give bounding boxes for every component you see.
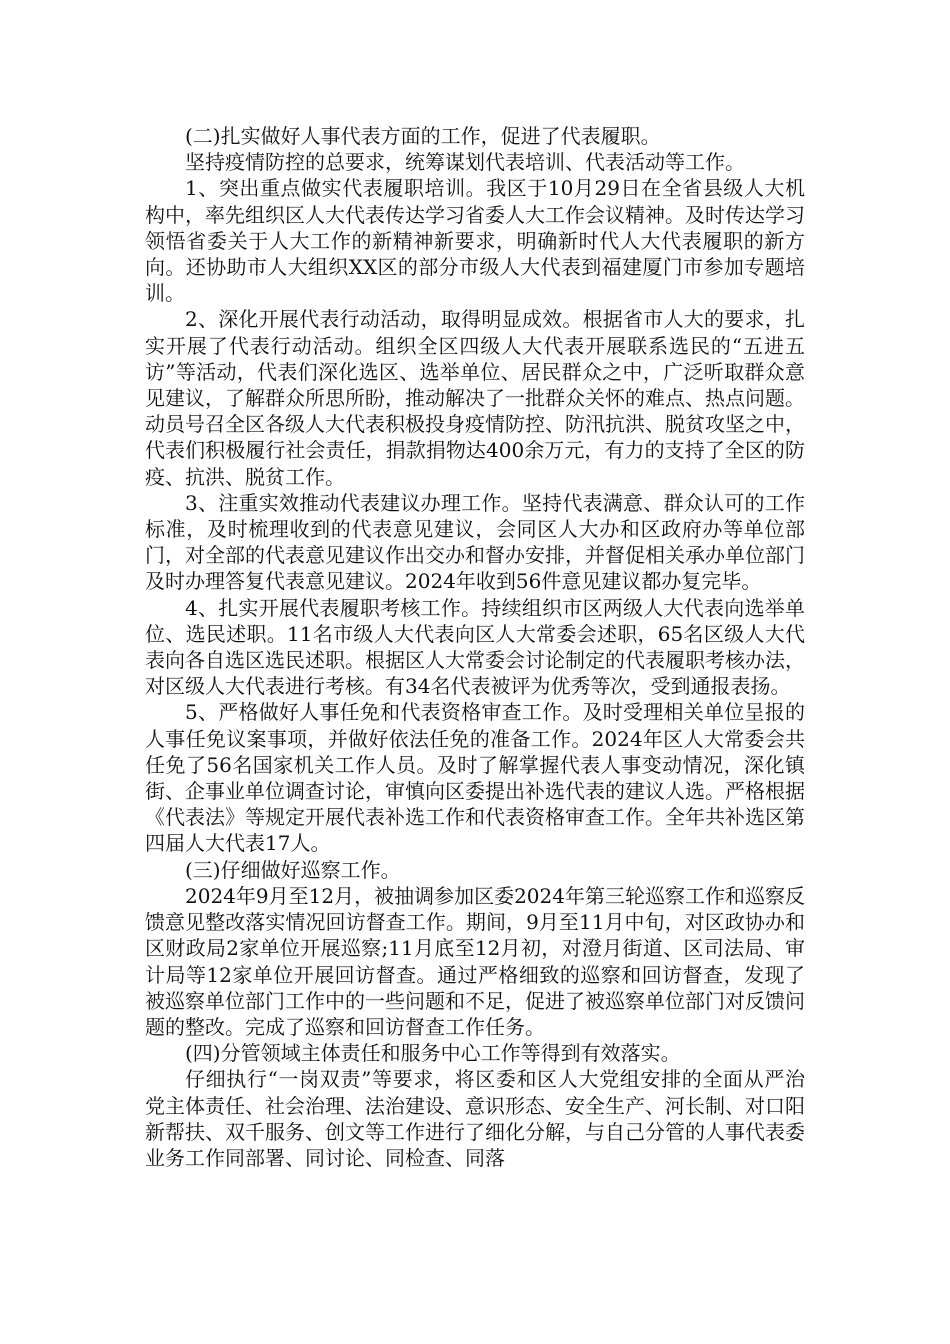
document-page bbox=[145, 123, 805, 1171]
heading-responsibilities: (四)分管领域主体责任和服务中心工作等得到有效落实。 bbox=[185, 1041, 681, 1066]
paragraph-item-4-assessment: 4、扎实开展代表履职考核工作。持续组织市区两级人大代表向选举单位、选民述职。11名市级人大代表向区人大常委会述职，65名区级人大代表向各自选区选民述职。根据区人大常委会讨论制定的代表履职考核办法，对区级人大代表进行考核。有34名代表被评为优秀等次，受到通报表扬。 bbox=[145, 595, 805, 699]
paragraph-responsibilities-details: 仔细执行“一岗双责”等要求，将区委和区人大党组安排的全面从严治党主体责任、社会治理、法治建设、意识形态、安全生产、河长制、对口阳新帮扶、双千服务、创文等工作进行了细化分解，与自己分管的人事代表委业务工作同部署、同讨论、同检查、同落 bbox=[145, 1067, 805, 1170]
paragraph-epidemic-overview: 坚持疫情防控的总要求，统筹谋划代表培训、代表活动等工作。 bbox=[185, 150, 745, 175]
paragraph-item-2-activities: 2、深化开展代表行动活动，取得明显成效。根据省市人大的要求，扎实开展了代表行动活动。组织全区四级人大代表开展联系选民的“五进五访”等活动，代表们深化选区、选举单位、居民群众之中，广泛听取群众意见建议，了解群众所思所盼，推动解决了一批群众关怀的难点、热点问题。动员号召全区各级人大代表积极投身疫情防控、防汛抗洪、脱贫攻坚之中，代表们积极履行社会责任，捐款捐物达400余万元，有力的支持了全区的防疫、抗洪、脱贫工作。 bbox=[145, 307, 805, 489]
paragraph-item-1-training: 1、突出重点做实代表履职培训。我区于10月29日在全省县级人大机构中，率先组织区人大代表传达学习省委人大工作会议精神。及时传达学习领悟省委关于人大工作的新精神新要求，明确新时代人大代表履职的新方向。还协助市人大组织XX区的部分市级人大代表到福建厦门市参加专题培训。 bbox=[145, 176, 805, 306]
heading-personnel-deputies: (二)扎实做好人事代表方面的工作，促进了代表履职。 bbox=[185, 124, 661, 148]
paragraph-item-3-suggestions: 3、注重实效推动代表建议办理工作。坚持代表满意、群众认可的工作标准，及时梳理收到的代表意见建议，会同区人大办和区政府办等单位部门，对全部的代表意见建议作出交办和督办安排，并督促相关承办单位部门及时办理答复代表意见建议。2024年收到56件意见建议都办复完毕。 bbox=[145, 490, 805, 594]
paragraph-item-5-appointments: 5、严格做好人事任免和代表资格审查工作。及时受理相关单位呈报的人事任免议案事项，并做好依法任免的准备工作。2024年区人大常委会共任免了56名国家机关工作人员。及时了解掌握代表人事变动情况，深化镇街、企事业单位调查讨论，审慎向区委提出补选代表的建议人选。严格根据《代表法》等规定开展代表补选工作和代表资格审查工作。全年共补选区第四届人大代表17人。 bbox=[145, 700, 805, 856]
heading-inspection: (三)仔细做好巡察工作。 bbox=[185, 857, 401, 882]
paragraph-inspection-details: 2024年9月至12月，被抽调参加区委2024年第三轮巡察工作和巡察反馈意见整改落实情况回访督查工作。期间，9月至11月中旬，对区政协办和区财政局2家单位开展巡察;11月底至12月初，对澄月街道、区司法局、审计局等12家单位开展回访督查。通过严格细致的巡察和回访督查，发现了被巡察单位部门工作中的一些问题和不足，促进了被巡察单位部门对反馈问题的整改。完成了巡察和回访督查工作任务。 bbox=[145, 883, 805, 1039]
